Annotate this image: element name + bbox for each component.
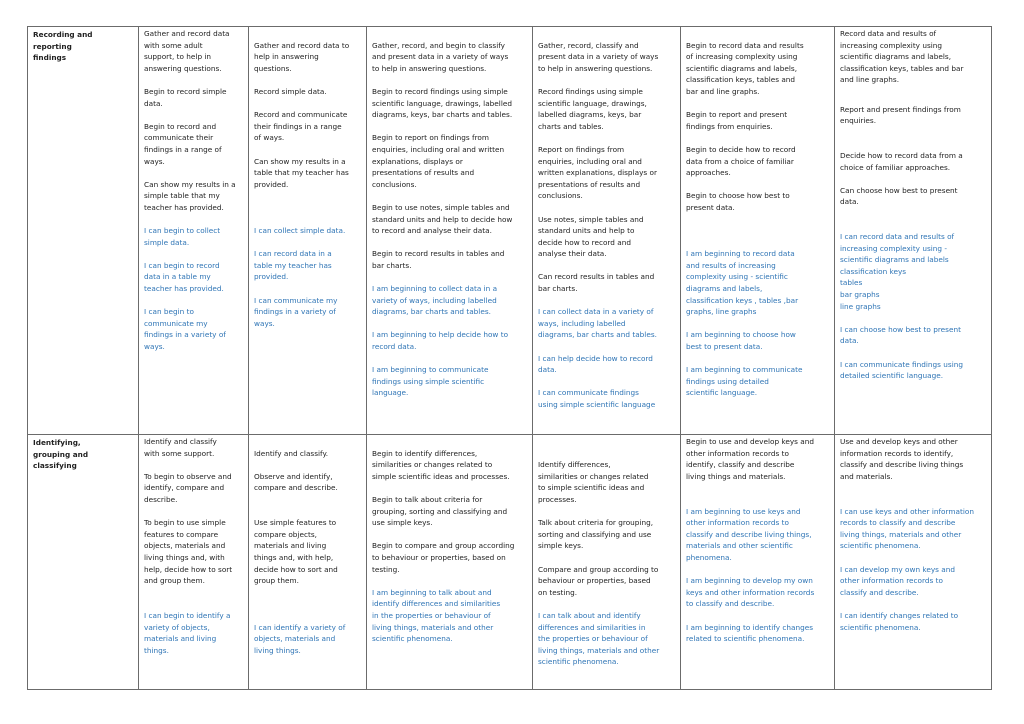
i-can-statement: I am beginning to help decide how to record data. xyxy=(372,330,509,352)
statement: Begin to identify differences, similarities or changes related to simple scientific ideas and processes. xyxy=(372,448,510,481)
i-can-statement: I am beginning to record data and results of increasing complexity using - scientific diagrams and labels, classification keys , tables ,bar graphs, line graphs xyxy=(686,249,799,317)
cell-year5 xyxy=(681,435,835,690)
i-can-statement: I can begin to record data in a table my teacher has provided. xyxy=(144,260,224,294)
i-can-statement: I am beginning to talk about and identify differences and similarities in the properties or behaviour of living things, materials and other scientific phenomena. xyxy=(372,587,501,644)
statement: Can show my results in a table that my teacher has provided. xyxy=(254,156,349,189)
i-can-statement: I can record data and results of increasing complexity using - scientific diagrams and labels classification keys tables bar graphs line graphs xyxy=(840,232,955,311)
statement: Begin to record findings using simple scientific language, drawings, labelled diagrams, keys, bar charts and tables. xyxy=(372,86,513,120)
row-heading-cell xyxy=(28,27,139,435)
statement: Can record results in tables and bar charts. xyxy=(538,272,655,294)
cell-year4 xyxy=(533,27,681,435)
statement: Begin to decide how to record data from a choice of familiar approaches. xyxy=(686,144,796,178)
statement: Compare and group according to behaviour or properties, based on testing. xyxy=(538,564,659,597)
statement: Record findings using simple scientific language, drawings, labelled diagrams, keys, bar charts and tables. xyxy=(538,86,647,131)
statement: Identify and classify with some support. xyxy=(144,437,217,458)
cell-year6 xyxy=(835,27,992,435)
statement: Identify differences, similarities or changes related to simple scientific ideas and processes. xyxy=(538,460,649,504)
i-can-statement: I can choose how best to present data. xyxy=(840,324,961,346)
cell-year2 xyxy=(249,435,367,690)
statement: Identify and classify. xyxy=(254,448,329,458)
statement: Begin to record data and results of increasing complexity using scientific diagrams and labels, classification keys, tables and bar and line graphs. xyxy=(686,40,804,96)
statement: Can show my results in a simple table that my teacher has provided. xyxy=(144,179,236,212)
i-can-statement: I can begin to identify a variety of objects, materials and living things. xyxy=(144,610,231,655)
statement: Report and present findings from enquiries. xyxy=(840,104,961,126)
i-can-statement: I can communicate findings using simple scientific language xyxy=(538,388,656,409)
statement: Begin to report on findings from enquiries, including oral and written explanations, displays or presentations of results and conclusions. xyxy=(372,133,505,189)
statement: Use notes, simple tables and standard units and help to decide how to record and analyse their data. xyxy=(538,214,644,259)
cell-year6 xyxy=(835,435,992,690)
i-can-statement: I can talk about and identify differences and similarities in the properties or behaviour of living things, materials and other scientific phenomena. xyxy=(538,610,660,667)
statement: Record data and results of increasing complexity using scientific diagrams and labels, classification keys, tables and bar and line graphs. xyxy=(840,29,964,85)
i-can-statement: I can develop my own keys and other information records to classify and describe. xyxy=(840,564,956,597)
statement: Begin to record results in tables and bar charts. xyxy=(372,249,505,270)
statement: Talk about criteria for grouping, sorting and classifying and use simple keys. xyxy=(538,518,654,551)
statement: Begin to choose how best to present data. xyxy=(686,191,790,212)
row-heading: Identifying, grouping and classifying xyxy=(33,438,89,471)
cell-year1 xyxy=(139,27,249,435)
i-can-statement: I am beginning to identify changes related to scientific phenomena. xyxy=(686,622,814,644)
statement: Begin to talk about criteria for grouping, sorting and classifying and use simple keys. xyxy=(372,494,508,528)
cell-year2 xyxy=(249,27,367,435)
row-heading: Recording and reporting findings xyxy=(33,30,93,63)
cell-year1 xyxy=(139,435,249,690)
curriculum-table xyxy=(27,26,992,690)
i-can-statement: I am beginning to use keys and other information records to classify and describe living things, materials and other scientific phenomena. xyxy=(686,506,812,562)
statement: Begin to use notes, simple tables and standard units and help to decide how to record and analyse their data. xyxy=(372,202,513,236)
statement: Record and communicate their findings in a range of ways. xyxy=(254,110,348,143)
i-can-statement: I can identify changes related to scientific phenomena. xyxy=(840,610,959,632)
statement: To begin to observe and identify, compare and describe. xyxy=(144,471,232,504)
i-can-statement: I can record data in a table my teacher has provided. xyxy=(254,249,332,282)
i-can-statement: I am beginning to choose how best to present data. xyxy=(686,330,796,352)
i-can-statement: I can identify a variety of objects, materials and living things. xyxy=(254,622,346,655)
i-can-statement: I can help decide how to record data. xyxy=(538,353,653,375)
table-row-identifying-grouping xyxy=(28,435,992,690)
cell-year3 xyxy=(367,27,533,435)
i-can-statement: I am beginning to communicate findings using detailed scientific language. xyxy=(686,365,803,398)
statement: Begin to record and communicate their findings in a range of ways. xyxy=(144,121,222,166)
statement: Begin to compare and group according to behaviour or properties, based on testing. xyxy=(372,541,515,574)
i-can-statement: I can collect simple data. xyxy=(254,226,346,236)
statement: Begin to record simple data. xyxy=(144,86,227,108)
statement: Gather and record data to help in answering questions. xyxy=(254,40,350,73)
cell-year4 xyxy=(533,435,681,690)
i-can-statement: I am beginning to communicate findings using simple scientific language. xyxy=(372,365,489,398)
statement: Can choose how best to present data. xyxy=(840,185,958,207)
statement: Use and develop keys and other information records to identify, classify and describe living things and materials. xyxy=(840,437,964,481)
i-can-statement: I can communicate findings using detailed scientific language. xyxy=(840,359,963,381)
row-heading-cell xyxy=(28,435,139,690)
statement: Gather, record, classify and present data in a variety of ways to help in answering questions. xyxy=(538,40,659,73)
statement: Begin to report and present findings from enquiries. xyxy=(686,110,788,131)
table-row-recording-reporting xyxy=(28,27,992,435)
cell-year5 xyxy=(681,27,835,435)
statement: Decide how to record data from a choice of familiar approaches. xyxy=(840,150,963,172)
i-can-statement: I can communicate my findings in a variety of ways. xyxy=(254,295,338,328)
statement: Gather, record, and begin to classify and present data in a variety of ways to help in answering questions. xyxy=(372,40,509,73)
statement: Use simple features to compare objects, materials and living things and, with help, decide how to sort and group them. xyxy=(254,518,338,586)
cell-year3 xyxy=(367,435,533,690)
i-can-statement: I can begin to collect simple data. xyxy=(144,226,221,247)
statement: To begin to use simple features to compare objects, materials and living things and, with help, decide how to sort and group them. xyxy=(144,518,233,586)
statement: Report on findings from enquiries, including oral and written explanations, displays or presentations of results and conclusions. xyxy=(538,144,657,201)
i-can-statement: I can use keys and other information records to classify and describe living things, materials and other scientific phenomena. xyxy=(840,506,974,551)
statement: Begin to use and develop keys and other information records to identify, classify and describe living things and materials. xyxy=(686,437,815,481)
statement: Record simple data. xyxy=(254,86,327,96)
statement: Observe and identify, compare and describe. xyxy=(254,471,338,493)
statement: Gather and record data with some adult support, to help in answering questions. xyxy=(144,29,230,73)
i-can-statement: I can collect data in a variety of ways, including labelled diagrams, bar charts and tables. xyxy=(538,307,657,340)
i-can-statement: I can begin to communicate my findings in a variety of ways. xyxy=(144,307,226,352)
i-can-statement: I am beginning to collect data in a variety of ways, including labelled diagrams, bar charts and tables. xyxy=(372,284,498,317)
i-can-statement: I am beginning to develop my own keys and other information records to classify and describe. xyxy=(686,576,815,609)
